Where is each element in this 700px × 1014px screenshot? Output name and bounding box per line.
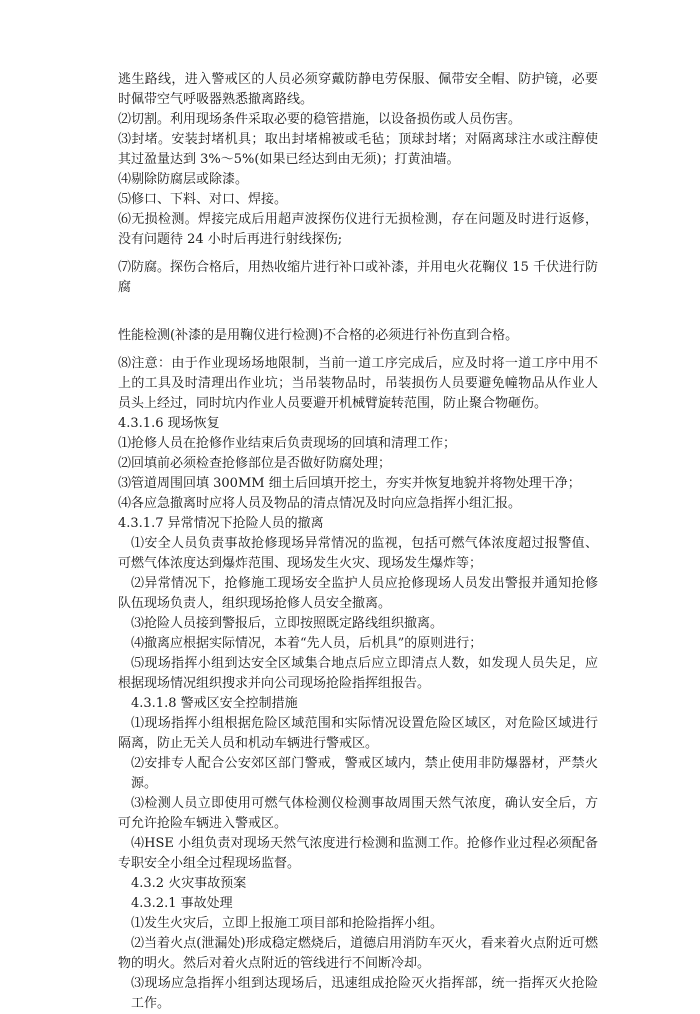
section-heading: 4.3.2 火灾事故预案	[131, 876, 247, 891]
paragraph: ⑵当着火点(泄漏处)形成稳定燃烧后，道德启用消防车灭火，看来着火点附近可燃物的明火。然后对着火点附近的管线进行不间断冷却。	[118, 936, 598, 971]
paragraph: ⑶现场应急指挥小组到达现场后，迅速组成抢险灭火指挥部，统一指挥灭火抢险工作。	[131, 976, 598, 1011]
paragraph: ⑸现场指挥小组到达安全区域集合地点后应立即清点人数，如发现人员失足，应根据现场情况组织搜求并向公司现场抢险指挥组报告。	[118, 656, 598, 691]
document-body	[118, 70, 598, 1014]
paragraph: ⑴发生火灾后，立即上报施工项目部和抢险指挥小组。	[131, 916, 444, 931]
paragraph: ⑺防腐。探伤合格后，用热收缩片进行补口或补漆，并用电火花鞠仪 15 千伏进行防腐	[118, 260, 598, 295]
paragraph: ⑹无损检测。焊接完成后用超声波探伤仪进行无损检测，存在问题及时进行返修，没有问题待 24 小时后再进行射线探伤;	[118, 212, 598, 247]
paragraph: 性能检测(补漆的是用鞠仪进行检测)不合格的必须进行补伤直到合格。	[118, 328, 519, 343]
section-heading: 4.3.2.1 事故处理	[131, 896, 233, 911]
paragraph: ⑶检测人员立即使用可燃气体检测仪检测事故周围天然气浓度，确认安全后，方可允许抢险车辆进入警戒区。	[118, 796, 598, 831]
paragraph: ⑷撤离应根据实际情况，本着“先人员，后机具”的原则进行；	[131, 636, 483, 651]
section-heading: 4.3.1.7 异常情况下抢险人员的撤离	[118, 516, 324, 531]
paragraph: ⑷各应急撤离时应将人员及物品的清点情况及时向应急指挥小组汇报。	[118, 496, 522, 511]
paragraph: ⑸修口、下料、对口、焊接。	[118, 192, 288, 207]
paragraph: ⑵异常情况下，抢修施工现场安全监护人员应抢修现场人员发出警报并通知抢修队伍现场负责人，组织现场抢修人员安全撤离。	[118, 576, 598, 611]
paragraph: ⑶封堵。安装封堵机具；取出封堵棉被或毛毡；顶球封堵；对隔离球注水或注醇使其过盈量达到 3%～5%(如果已经达到由无须)；打黄油墙。	[118, 132, 598, 167]
paragraph: 逃生路线，进入警戒区的人员必须穿戴防静电劳保服、佩带安全帽、防护镜，必要时佩带空气呼吸器熟悉撤离路线。	[118, 72, 598, 107]
section-heading: 4.3.1.8 警戒区安全控制措施	[131, 696, 298, 711]
paragraph: ⑴安全人员负责事故抢修现场异常情况的监视，包括可燃气体浓度超过报警值、可燃气体浓度达到爆炸范围、现场发生火灾、现场发生爆炸等；	[118, 536, 598, 571]
paragraph: ⑶抢险人员接到警报后，立即按照既定路线组织撤离。	[131, 616, 444, 631]
paragraph: ⑶管道周围回填 300MM 细土后回填开挖土，夯实并恢复地貌并将物处理干净；	[118, 476, 581, 491]
paragraph: ⑵安排专人配合公安郊区部门警戒，警戒区域内，禁止使用非防爆器材，严禁火源。	[131, 756, 598, 791]
section-heading: 4.3.1.6 现场恢复	[118, 416, 220, 431]
paragraph: ⑷剔除防腐层或除漆。	[118, 172, 249, 187]
paragraph: ⑴抢修人员在抢修作业结束后负责现场的回填和清理工作；	[118, 436, 457, 451]
paragraph: ⑵切割。利用现场条件采取必要的稳管措施，以设备损伤或人员伤害。	[118, 112, 522, 127]
paragraph: ⑷HSE 小组负责对现场天然气浓度进行检测和监测工作。抢修作业过程必须配备专职安全小组全过程现场监督。	[118, 836, 598, 871]
paragraph: ⑵回填前必须检查抢修部位是否做好防腐处理；	[118, 456, 392, 471]
paragraph: ⑻注意：由于作业现场场地限制，当前一道工序完成后，应及时将一道工序中用不上的工具及时清理出作业坑；当吊装物品时，吊装损伤人员要避免幢物品从作业人员头上经过，同时坑内作业人员要避开机械臂旋转范围，防止聚合物砸伤。	[118, 356, 598, 411]
paragraph: ⑴现场指挥小组根据危险区域范围和实际情况设置危险区域区，对危险区域进行隔离，防止无关人员和机动车辆进行警戒区。	[118, 716, 598, 751]
